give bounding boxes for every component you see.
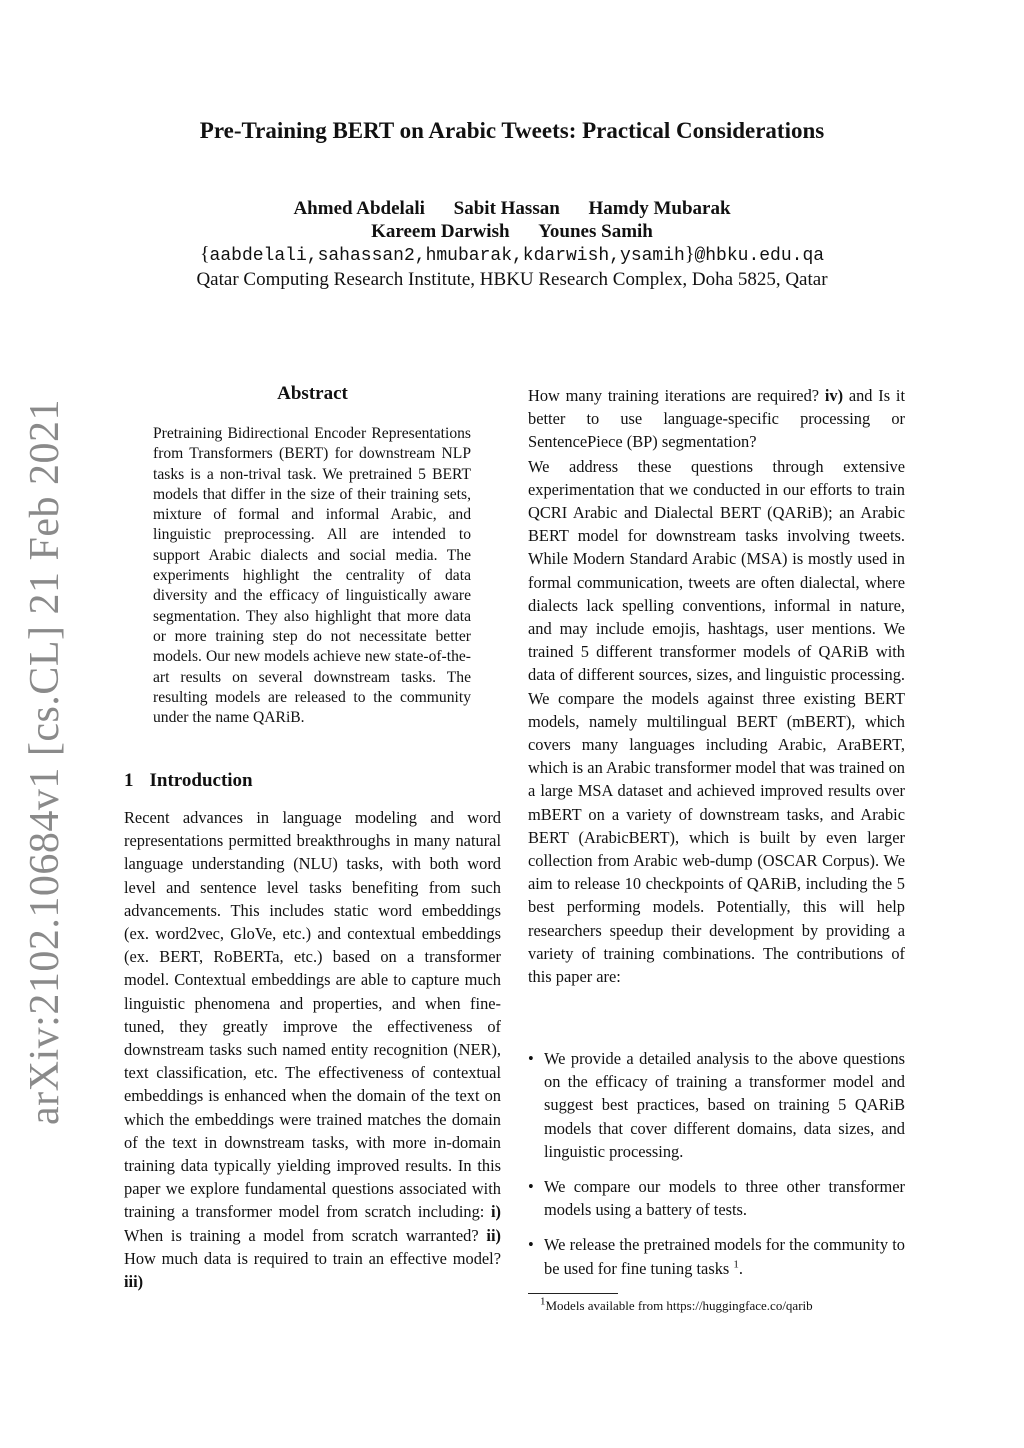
footnote-text: Models available from https://huggingface.co/qarib [545,1298,813,1313]
sentence-end: . [738,1258,743,1278]
question-text: and Is it better to use language-specific processing or SentencePiece (BP) segmentation? [528,386,905,452]
intro-paragraph-1 [124,806,501,1293]
right-column-text [528,384,905,988]
author-emails [0,243,1024,268]
contributions-list [528,1047,905,1292]
author-name: Kareem Darwish [371,221,510,242]
intro-paragraph-2: We address these questions through extensive experimentation that we conducted in our efforts to train QCRI Arabic and Dialectal BERT (QARiB); an Arabic BERT model for downstream tasks involving tweets. While Modern Standard Arabic (MSA) is mostly used in formal communication, tweets are often dialectal, where dialects lack spelling conventions, informal in nature, and may include emojis, hashtags, user mentions. We trained 5 different transformer models of QARiB with data of different sources, sizes, and linguistic processing. We compare the models against three existing BERT models, namely multilingual BERT (mBERT), which covers many languages including Arabic, AraBERT, which is an Arabic transformer model that was trained on a large MSA dataset and achieved improved results over mBERT on a variety of downstream tasks, and Arabic BERT (ArabicBERT), which is built by even larger collection from Arabic web-dump (OSCAR Corpus). We aim to release 10 checkpoints of QARiB, including the 5 best performing models. Potentially, this will help researchers speedup their development by providing a variety of training combinations. The contributions of this paper are: [528,456,905,987]
author-name: Hamdy Mubarak [588,198,731,219]
question-text: When is training a model from scratch warranted? [124,1225,487,1245]
footnote-divider [528,1293,618,1294]
section-heading-introduction [124,770,501,792]
author-line-2 [0,220,1024,243]
paper-title: Pre-Training BERT on Arabic Tweets: Practical Considerations [199,118,825,143]
list-item [528,1233,905,1279]
intro-paragraph-1-cont [528,384,905,454]
question-label: ii) [486,1225,501,1245]
email-domain: @hbku.edu.qa [694,246,825,266]
section-title: Introduction [149,770,253,791]
footnote [540,1297,905,1315]
author-block [0,197,1024,291]
author-name: Ahmed Abdelali [293,198,425,219]
bullet-icon: • [528,1177,534,1197]
affiliation: Qatar Computing Research Institute, HBKU Research Complex, Doha 5825, Qatar [196,269,828,290]
bullet-icon: • [528,1049,534,1068]
list-item-text: We provide a detailed analysis to the above questions on the efficacy of training a transformer model and suggest best practices, based on training 5 QARiB models that cover different domains, data sizes, and linguistic processing. [544,1049,905,1161]
author-name: Sabit Hassan [453,198,560,219]
footnote-reference[interactable]: 1 [733,1258,739,1271]
list-item-text: We compare our models to three other transformer models using a battery of tests. [544,1177,905,1220]
email-brace-open: { [199,243,210,265]
section-number: 1 [124,770,134,791]
abstract-body: Pretraining Bidirectional Encoder Representations from Transformers (BERT) for downstream NLP tasks is a non-trival task. We pretrained 5 BERT models that differ in the size of their training sets, mixture of formal and informal Arabic, and linguistic preprocessing. All are intended to support Arabic dialects and social media. The experiments highlight the centrality of data diversity and the efficacy of linguistically aware segmentation. They also highlight that more data or more training step do not necessitate better models. Our new models achieve new state-of-the-art results on several downstream tasks. The resulting models are released to the community under the name QARiB. [153,425,471,727]
author-line-1 [0,197,1024,220]
email-users: aabdelali,sahassan2,hmubarak,kdarwish,ysamih [209,246,685,266]
arxiv-sidebar [18,399,72,1125]
footnote-mark: 1 [540,1295,546,1308]
question-label: i) [490,1202,501,1222]
question-label: iv) [824,386,844,405]
bullet-icon: • [528,1235,534,1255]
list-item [528,1175,905,1221]
question-text: How much data is required to train an effective model? [124,1248,501,1268]
list-item-text: We release the pretrained models for the community to be used for fine tuning tasks [544,1235,905,1278]
arxiv-identifier: arXiv:2102.10684v1 [cs.CL] 21 Feb 2021 [22,399,68,1125]
list-item [528,1047,905,1163]
abstract-heading: Abstract [277,383,348,404]
question-label: iii) [124,1272,144,1292]
author-name: Younes Samih [538,221,653,242]
question-text: How many training iterations are required? [528,386,825,405]
email-brace-close: } [684,243,695,265]
intro-text: Recent advances in language modeling and word representations permitted breakthroughs in many natural language understanding (NLU) tasks, with both word level and sentence level tasks benefiting from such advancements. This includes static word embeddings (ex. word2vec, GloVe, etc.) and contextual embeddings (ex. BERT, RoBERTa, etc.) based on a transformer model. Contextual embeddings are able to capture much linguistic phenomena and properties, and when fine-tuned, they greatly improve the effectiveness of downstream tasks such named entity recognition (NER), text classification, etc. The effectiveness of contextual embeddings is enhanced when the domain of the text on which the embeddings were trained matches the domain of the text in downstream tasks, with more in-domain training data typically yielding improved results. In this paper we explore fundamental questions associated with training a transformer model from scratch including: [124,808,501,1222]
